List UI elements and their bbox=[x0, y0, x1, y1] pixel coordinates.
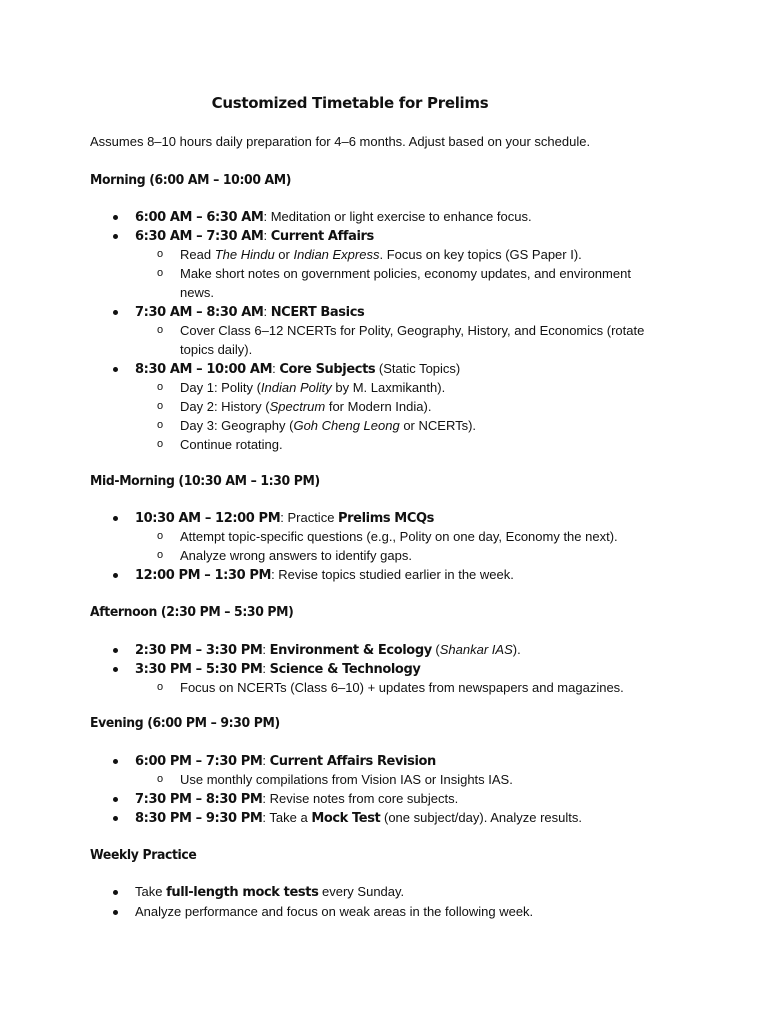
bullet-icon bbox=[113, 215, 118, 220]
bullet-icon bbox=[113, 816, 118, 821]
intro-text: Assumes 8–10 hours daily preparation for 4–6 months. Adjust based on your schedule. bbox=[90, 134, 591, 149]
item-text: Day 2: History ( bbox=[180, 399, 270, 414]
time-label: 2:30 PM – 3:30 PM bbox=[135, 643, 263, 658]
list-item bbox=[135, 359, 460, 379]
sub-bullet-icon: o bbox=[157, 681, 164, 693]
sub-list-item: Analyze wrong answers to identify gaps. bbox=[180, 548, 412, 563]
item-text: : Revise notes from core subjects. bbox=[262, 791, 459, 806]
sub-list-item: Focus on NCERTs (Class 6–10) + updates from newspapers and magazines. bbox=[180, 680, 624, 695]
list-item bbox=[135, 508, 434, 528]
bullet-icon bbox=[113, 648, 118, 653]
list-item bbox=[135, 302, 364, 322]
item-text: : bbox=[263, 304, 271, 319]
topic-label: NCERT Basics bbox=[270, 305, 365, 320]
bullet-icon bbox=[113, 910, 118, 915]
item-text: : Meditation or light exercise to enhance focus. bbox=[263, 209, 532, 224]
sub-list-item-continuation: news. bbox=[180, 285, 214, 300]
time-label: 10:30 AM – 12:00 PM bbox=[135, 511, 281, 526]
list-item bbox=[135, 882, 404, 902]
sub-list-item: Cover Class 6–12 NCERTs for Polity, Geography, History, and Economics (rotate bbox=[180, 323, 645, 338]
time-label: 7:30 PM – 8:30 PM bbox=[135, 792, 263, 807]
book-title: Spectrum bbox=[269, 399, 326, 414]
sub-list-item: Make short notes on government policies, economy updates, and environment bbox=[180, 266, 631, 281]
time-label: 6:00 AM – 6:30 AM bbox=[135, 210, 264, 225]
list-item bbox=[135, 659, 420, 679]
item-text: : bbox=[262, 661, 270, 676]
section-heading-evening: Evening (6:00 PM – 9:30 PM) bbox=[90, 715, 280, 731]
sub-bullet-icon: o bbox=[157, 419, 164, 431]
section-heading-afternoon: Afternoon (2:30 PM – 5:30 PM) bbox=[90, 604, 294, 620]
list-item bbox=[135, 808, 582, 828]
section-heading-midmorning: Mid-Morning (10:30 AM – 1:30 PM) bbox=[90, 473, 320, 489]
topic-label: full-length mock tests bbox=[166, 885, 319, 900]
sub-list-item: Attempt topic-specific questions (e.g., Polity on one day, Economy the next). bbox=[180, 529, 618, 544]
item-text: Read bbox=[180, 247, 215, 262]
item-text: or NCERTs). bbox=[399, 418, 477, 433]
bullet-icon bbox=[113, 367, 118, 372]
item-text: : bbox=[263, 228, 271, 243]
sub-bullet-icon: o bbox=[157, 324, 164, 336]
source-title: The Hindu bbox=[214, 247, 275, 262]
list-item bbox=[135, 789, 458, 809]
list-item bbox=[135, 207, 532, 227]
sub-list-item: Use monthly compilations from Vision IAS or Insights IAS. bbox=[180, 772, 513, 787]
book-title: Goh Cheng Leong bbox=[293, 418, 400, 433]
item-text: by M. Laxmikanth). bbox=[331, 380, 446, 395]
bullet-icon bbox=[113, 573, 118, 578]
book-title: Indian Polity bbox=[260, 380, 332, 395]
bullet-icon bbox=[113, 890, 118, 895]
list-item bbox=[135, 565, 514, 585]
topic-label: Current Affairs bbox=[270, 229, 374, 244]
topic-label: Prelims MCQs bbox=[338, 511, 434, 526]
time-label: 12:00 PM – 1:30 PM bbox=[135, 568, 272, 583]
time-label: 8:30 PM – 9:30 PM bbox=[135, 811, 263, 826]
list-item bbox=[135, 640, 521, 660]
sub-bullet-icon: o bbox=[157, 549, 164, 561]
item-text: (one subject/day). Analyze results. bbox=[380, 810, 582, 825]
time-label: 3:30 PM – 5:30 PM bbox=[135, 662, 263, 677]
section-heading-weekly: Weekly Practice bbox=[90, 847, 197, 863]
bullet-icon bbox=[113, 667, 118, 672]
time-label: 7:30 AM – 8:30 AM bbox=[135, 305, 264, 320]
bullet-icon bbox=[113, 797, 118, 802]
item-text: Day 3: Geography ( bbox=[180, 418, 294, 433]
time-label: 6:00 PM – 7:30 PM bbox=[135, 754, 263, 769]
bullet-icon bbox=[113, 310, 118, 315]
item-text: for Modern India). bbox=[325, 399, 432, 414]
topic-label: Mock Test bbox=[311, 811, 381, 826]
sub-list-item bbox=[180, 416, 476, 435]
sub-list-item bbox=[180, 378, 445, 397]
page-title-text: Customized Timetable for Prelims bbox=[211, 94, 489, 112]
sub-bullet-icon: o bbox=[157, 438, 164, 450]
bullet-icon bbox=[113, 516, 118, 521]
topic-label: Current Affairs Revision bbox=[269, 754, 436, 769]
section-heading-morning: Morning (6:00 AM – 10:00 AM) bbox=[90, 172, 292, 188]
item-text: : Take a bbox=[262, 810, 312, 825]
sub-list-item bbox=[180, 397, 431, 416]
source-title: Indian Express bbox=[293, 247, 380, 262]
time-label: 6:30 AM – 7:30 AM bbox=[135, 229, 264, 244]
topic-label: Core Subjects bbox=[279, 362, 376, 377]
time-label: 8:30 AM – 10:00 AM bbox=[135, 362, 273, 377]
item-text: Day 1: Polity ( bbox=[180, 380, 261, 395]
topic-label: Environment & Ecology bbox=[269, 643, 432, 658]
item-text: or bbox=[274, 247, 294, 262]
item-text: : bbox=[262, 753, 270, 768]
item-text: . Focus on key topics (GS Paper I). bbox=[379, 247, 582, 262]
list-item bbox=[135, 226, 374, 246]
topic-label: Science & Technology bbox=[269, 662, 421, 677]
item-text: (Static Topics) bbox=[375, 361, 461, 376]
sub-bullet-icon: o bbox=[157, 773, 164, 785]
sub-bullet-icon: o bbox=[157, 267, 164, 279]
bullet-icon bbox=[113, 759, 118, 764]
item-text: : Revise topics studied earlier in the week. bbox=[271, 567, 514, 582]
sub-bullet-icon: o bbox=[157, 248, 164, 260]
list-item bbox=[135, 751, 436, 771]
page-title bbox=[0, 94, 700, 112]
item-text: : bbox=[262, 642, 270, 657]
sub-list-item bbox=[180, 245, 582, 264]
sub-bullet-icon: o bbox=[157, 400, 164, 412]
item-text: : Practice bbox=[280, 510, 339, 525]
sub-list-item-continuation: topics daily). bbox=[180, 342, 253, 357]
item-text: ( bbox=[431, 642, 440, 657]
sub-bullet-icon: o bbox=[157, 530, 164, 542]
sub-bullet-icon: o bbox=[157, 381, 164, 393]
item-text: : bbox=[272, 361, 280, 376]
list-item: Analyze performance and focus on weak areas in the following week. bbox=[135, 904, 534, 919]
item-text: every Sunday. bbox=[318, 884, 405, 899]
bullet-icon bbox=[113, 234, 118, 239]
sub-list-item: Continue rotating. bbox=[180, 437, 283, 452]
item-text: Take bbox=[135, 884, 167, 899]
book-title: Shankar IAS bbox=[439, 642, 513, 657]
item-text: ). bbox=[512, 642, 521, 657]
